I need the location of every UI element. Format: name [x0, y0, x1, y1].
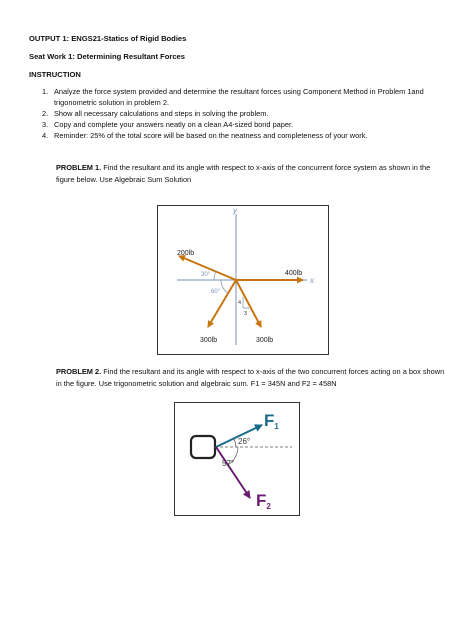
instruction-number: 4.: [42, 131, 49, 140]
instruction-number: 1.: [42, 87, 49, 96]
problem1-text: Find the resultant and its angle with respect to x-axis of the concurrent force system as shown in the figure below. Use Algebraic Sum Solution: [56, 163, 431, 184]
instruction-item: [29, 108, 449, 119]
problem1-label: PROBLEM 1.: [56, 163, 102, 172]
instruction-text: Analyze the force system provided and determine the resultant forces using Component Method in Problem 1and trigonometric solution in problem 2.: [54, 87, 424, 107]
instruction-list: [29, 86, 449, 141]
seatwork-title: Seat Work 1: Determining Resultant Forces: [29, 52, 185, 61]
slope-4-label: 4: [238, 300, 242, 306]
instruction-text: Reminder: 25% of the total score will be based on the neatness and completeness of your work.: [54, 131, 368, 140]
f2-label: F2: [256, 491, 271, 511]
problem1-paragraph: [56, 162, 448, 186]
instruction-number: 3.: [42, 120, 49, 129]
box-body: [191, 436, 215, 458]
f1-label: F1: [264, 411, 279, 431]
figure2-frame: [175, 403, 300, 516]
problem1-figure: [157, 205, 329, 355]
force-300lb-left-label: 300lb: [200, 337, 218, 344]
force-200lb-label: 200lb: [177, 250, 195, 257]
instruction-text: Copy and complete your answers neatly on a clean A4-sized bond paper.: [54, 120, 294, 129]
angle-57-label: 57°: [222, 459, 235, 468]
y-axis-label: y: [233, 206, 237, 215]
angle-60-label: 60°: [211, 289, 221, 295]
force-400lb-label: 400lb: [285, 270, 303, 277]
problem2-text: Find the resultant and its angle with respect to x-axis of the two concurrent forces acting on a box shown in the figure. Use trigonometric solution and algebraic sum. F1 = 345N and F2 = 458N: [56, 367, 445, 388]
problem2-figure: [174, 402, 300, 516]
instruction-item: [29, 119, 449, 130]
instruction-number: 2.: [42, 109, 49, 118]
x-axis-label: x: [310, 276, 314, 285]
output-title: OUTPUT 1: ENGS21-Statics of Rigid Bodies: [29, 34, 187, 43]
instruction-item: [29, 86, 449, 108]
instruction-text: Show all necessary calculations and steps in solving the problem.: [54, 109, 269, 118]
slope-3-label: 3: [244, 311, 248, 317]
instruction-heading: INSTRUCTION: [29, 70, 81, 79]
force-300lb-right-label: 300lb: [256, 337, 274, 344]
angle-26-label: 26°: [238, 437, 251, 446]
angle-30-label: 30°: [201, 272, 211, 278]
instruction-item: [29, 130, 449, 141]
problem2-paragraph: [56, 366, 448, 390]
problem2-label: PROBLEM 2.: [56, 367, 102, 376]
